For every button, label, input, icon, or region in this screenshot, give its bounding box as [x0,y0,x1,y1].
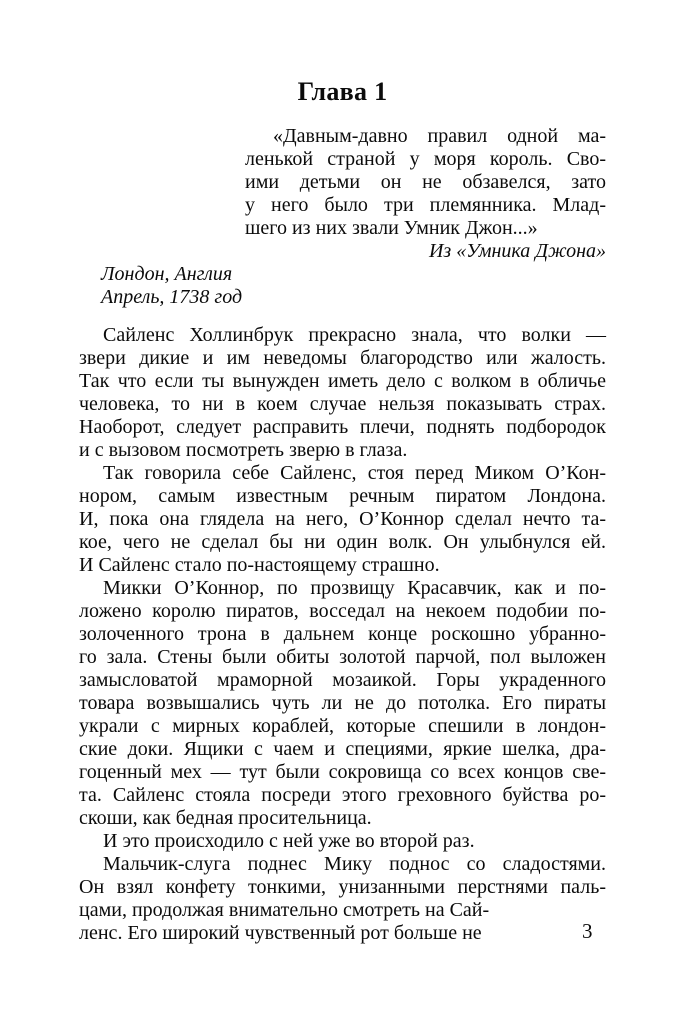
text-line: украли с мирных кораблей, которые спешили в лондон- [79,715,606,737]
text-line: человека, то ни в коем случае нельзя показывать страх. [79,393,606,415]
text-line: Микки О’Коннор, по прозвищу Красавчик, как и по- [103,577,606,599]
epigraph [245,125,606,263]
paragraph [79,830,606,853]
text-line: товара возвышались чуть ли не до потолка. Его пираты [79,692,606,714]
page-number: 3 [582,919,593,943]
paragraph [79,462,606,577]
text-line: кое, чего не сделал бы ни один волк. Он улыбнулся ей. [79,531,606,553]
text-line: ские доки. Ящики с чаем и специями, яркие шелка, дра- [79,738,606,760]
text-line: го зала. Стены были обиты золотой парчой, пол выложен [79,646,606,668]
text-line: гоценный мех — тут были сокровища со всех концов све- [79,761,606,783]
epigraph-attribution: Из «Умника Джона» [428,240,606,262]
text-column [79,0,606,945]
text-line: ленькой страной у моря король. Сво- [245,148,606,170]
text-line: замысловатой мраморной мозаикой. Горы украденного [79,669,606,691]
text-line: И Сайленс стало по-настоящему страшно. [79,554,440,576]
dateline [79,263,606,309]
text-line: та. Сайленс стояла посреди этого греховного буйства ро- [79,784,606,806]
text-line: «Давным-давно правил одной ма- [273,125,606,147]
text-line: Так что если ты вынужден иметь дело с волком в обличье [79,370,606,392]
text-line: скоши, как бедная просительница. [79,807,372,829]
text-line: Он взял конфету тонкими, унизанными перстнями паль- [79,876,606,898]
text-line: цами, продолжая внимательно смотреть на Сай- [79,899,490,921]
text-line: и с вызовом посмотреть зверю в глаза. [79,439,408,461]
text-line: шего из них звали Умник Джон...» [245,217,538,239]
text-line: И, пока она глядела на него, О’Коннор сделал нечто та- [79,508,606,530]
paragraph [79,853,606,945]
body-text [79,324,606,945]
paragraph [79,577,606,830]
dateline-date: Апрель, 1738 год [101,286,243,308]
text-line: ими детьми он не обзавелся, зато [245,171,606,193]
text-line: Мальчик-слуга поднес Мику поднос со сладостями. [103,853,606,875]
text-line: ложено королю пиратов, восседал на некоем подобии по- [79,600,606,622]
text-line: звери дикие и им неведомы благородство или жалость. [79,347,606,369]
epigraph-lines [245,125,606,240]
dateline-location: Лондон, Англия [101,263,233,285]
text-line: нором, самым известным речным пиратом Лондона. [79,485,606,507]
text-line: у него было три племянника. Млад- [245,194,606,216]
paragraph [79,324,606,462]
text-line: И это происходило с ней уже во второй раз. [103,830,475,852]
text-line: Наоборот, следует расправить плечи, поднять подбородок [79,416,606,438]
text-line: Сайленс Холлинбрук прекрасно знала, что волки — [103,324,606,346]
chapter-heading: Глава 1 [297,77,388,106]
text-line: золоченного трона в дальнем конце роскошно убранно- [79,623,606,645]
text-line: Так говорила себе Сайленс, стоя перед Миком О’Кон- [103,462,606,484]
text-line: ленс. Его широкий чувственный рот больше не [79,922,482,944]
